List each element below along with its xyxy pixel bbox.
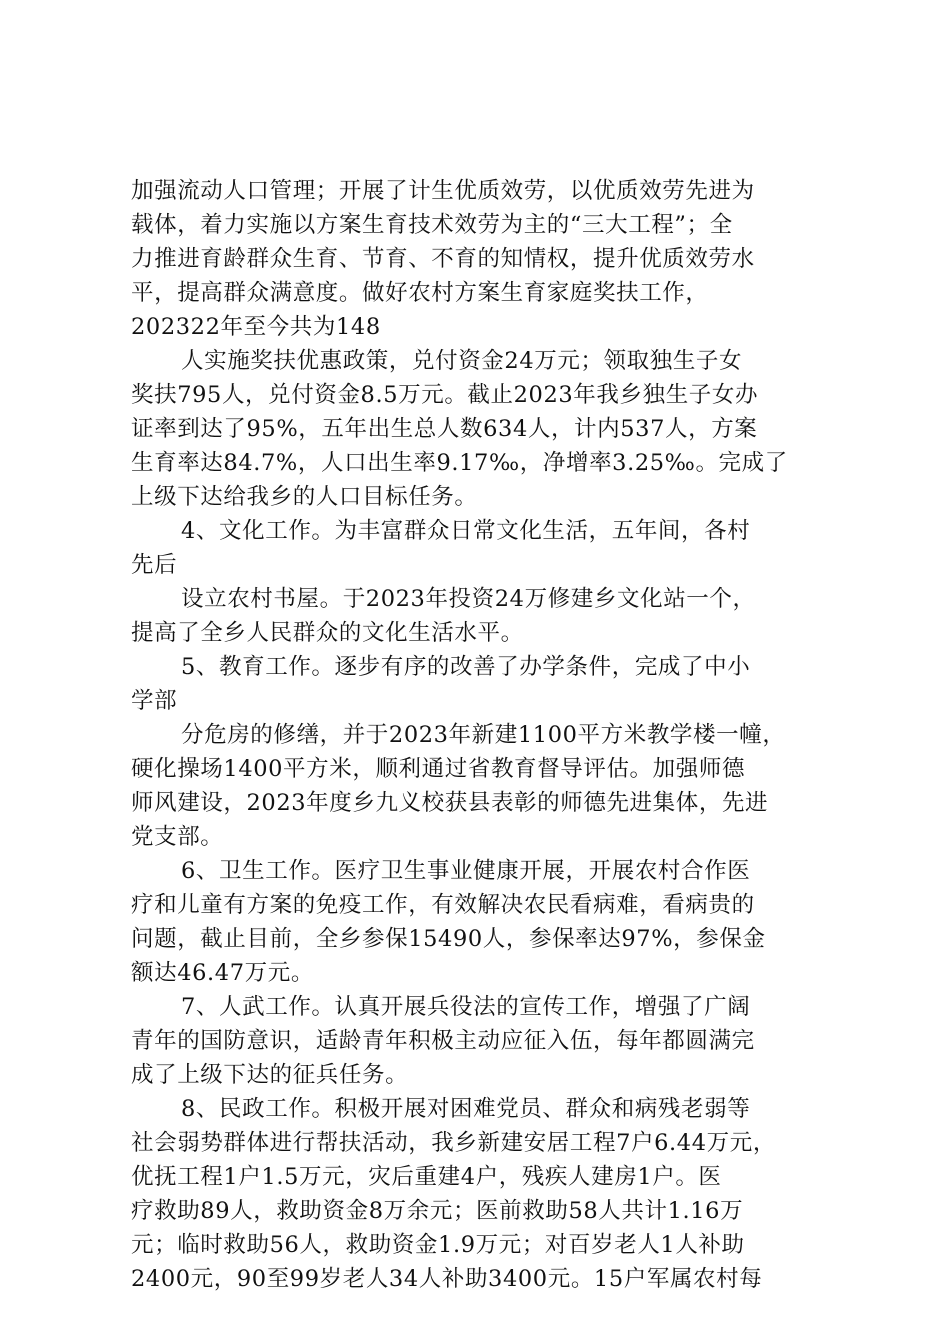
- text-line: 问题，截止目前，全乡参保15490人，参保率达97%，参保金: [131, 926, 766, 952]
- text-line: 社会弱势群体进行帮扶活动，我乡新建安居工程7户6.44万元，: [131, 1130, 776, 1156]
- text-line: 生育率达84.7%，人口出生率9.17‰，净增率3.25‰。完成了: [131, 450, 788, 476]
- text-line: 党支部。: [131, 824, 224, 850]
- text-line: 硬化操场1400平方米，顺利通过省教育督导评估。加强师德: [131, 756, 746, 782]
- text-line: 上级下达给我乡的人口目标任务。: [131, 484, 478, 510]
- text-line: 提高了全乡人民群众的文化生活水平。: [131, 620, 524, 646]
- text-line: 成了上级下达的征兵任务。: [131, 1062, 409, 1088]
- document-body: [131, 174, 831, 1296]
- text-line: 分危房的修缮，并于2023年新建1100平方米教学楼一幢，: [181, 722, 786, 748]
- text-line: 力推进育龄群众生育、节育、不育的知情权，提升优质效劳水: [131, 246, 755, 272]
- text-line: 疗救助89人，救助资金8万余元；医前救助58人共计1.16万: [131, 1198, 744, 1224]
- text-line: 加强流动人口管理；开展了计生优质效劳，以优质效劳先进为: [131, 178, 755, 204]
- text-line: 师风建设，2023年度乡九义校获县表彰的师德先进集体，先进: [131, 790, 769, 816]
- text-line: 人实施奖扶优惠政策，兑付资金24万元；领取独生子女: [181, 348, 743, 374]
- text-line: 元；临时救助56人，救助资金1.9万元；对百岁老人1人补助: [131, 1232, 745, 1258]
- text-line: 载体，着力实施以方案生育技术效劳为主的“三大工程”；全: [131, 212, 733, 238]
- text-line: 优抚工程1户1.5万元，灾后重建4户，残疾人建房1户。医: [131, 1164, 722, 1190]
- text-line: 6、卫生工作。医疗卫生事业健康开展，开展农村合作医: [181, 858, 751, 884]
- text-line: 青年的国防意识，适龄青年积极主动应征入伍，每年都圆满完: [131, 1028, 755, 1054]
- text-line: 5、教育工作。逐步有序的改善了办学条件，完成了中小: [181, 654, 751, 680]
- text-line: 证率到达了95%，五年出生总人数634人，计内537人，方案: [131, 416, 758, 442]
- text-line: 平，提高群众满意度。做好农村方案生育家庭奖扶工作，: [131, 280, 709, 306]
- text-line: 设立农村书屋。于2023年投资24万修建乡文化站一个，: [181, 586, 756, 612]
- text-line: 学部: [131, 688, 178, 714]
- text-line: 奖扶795人，兑付资金8.5万元。截止2023年我乡独生子女办: [131, 382, 759, 408]
- text-line: 先后: [131, 552, 178, 578]
- text-line: 额达46.47万元。: [131, 960, 314, 986]
- text-line: 7、人武工作。认真开展兵役法的宣传工作，增强了广阔: [181, 994, 751, 1020]
- text-line: 4、文化工作。为丰富群众日常文化生活，五年间，各村: [181, 518, 751, 544]
- text-line: 疗和儿童有方案的免疫工作，有效解决农民看病难，看病贵的: [131, 892, 755, 918]
- text-line: 8、民政工作。积极开展对困难党员、群众和病残老弱等: [181, 1096, 751, 1122]
- text-line: 2400元，90至99岁老人34人补助3400元。15户军属农村每: [131, 1266, 763, 1292]
- text-line: 202322年至今共为148: [131, 314, 381, 340]
